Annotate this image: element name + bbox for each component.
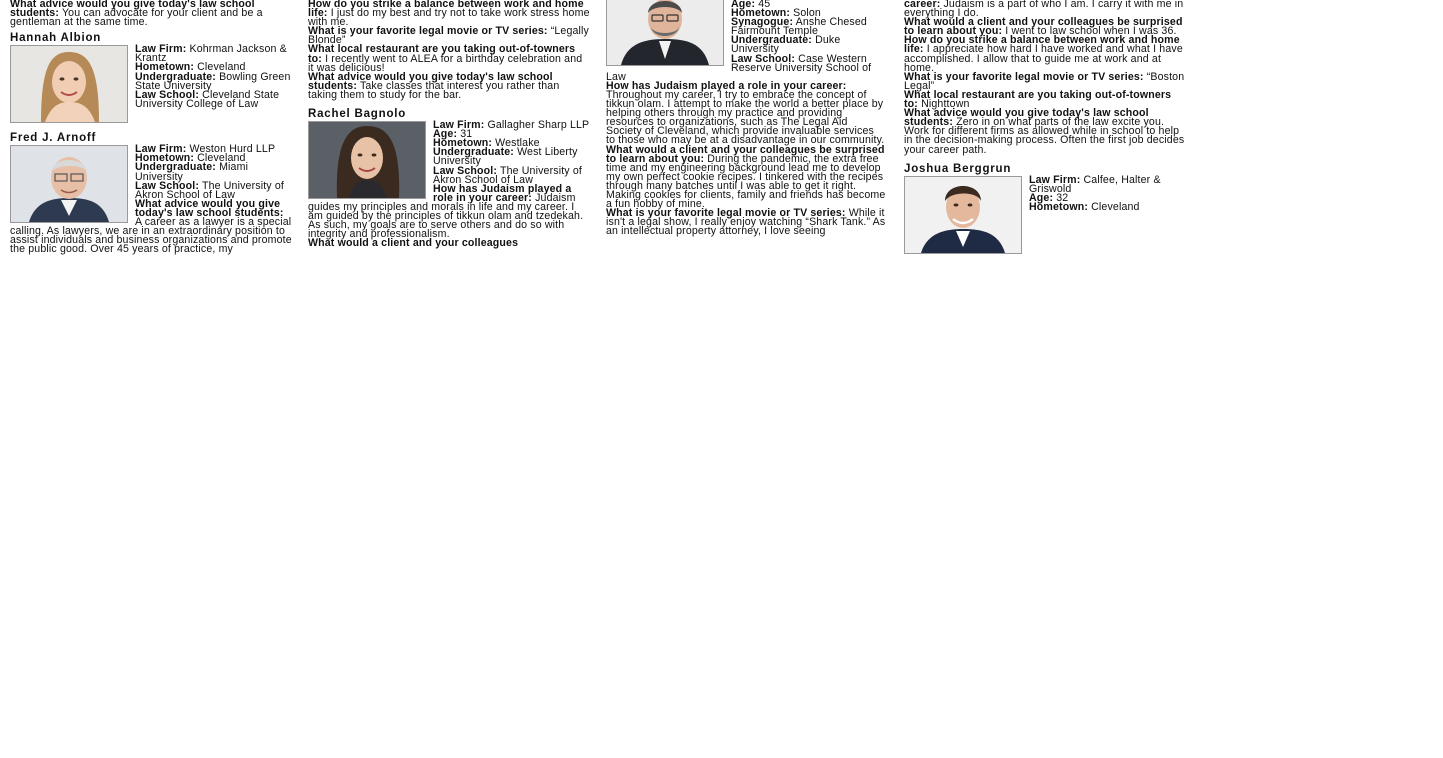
field-synagogue: Synagogue: Anshe Chesed Fairmount Temple bbox=[731, 16, 867, 38]
answer-text: I recently went to ALEA for a birthday celebration and it was delicious! bbox=[308, 52, 583, 74]
answer-text: I just do my best and try not to take work stress home with me. bbox=[308, 7, 590, 29]
question-label: How do you strike a balance between work and home life: bbox=[904, 34, 1180, 56]
person-name-joshua-berggrun: Joshua Berggrun bbox=[904, 162, 1012, 175]
field-undergraduate: Undergraduate: West Liberty University bbox=[433, 146, 578, 168]
field-hometown: Hometown: Cleveland bbox=[135, 61, 246, 74]
field-law-firm: Law Firm: Calfee, Halter & Griswold bbox=[1029, 173, 1161, 195]
qa-block bbox=[308, 45, 590, 72]
question-label: What is your favorite legal movie or TV series: bbox=[308, 25, 548, 38]
field-hometown: Hometown: Westlake bbox=[433, 137, 540, 150]
question-label: What advice would you give today's law school students: bbox=[10, 0, 255, 20]
portrait-photo-rachel-bagnolo bbox=[308, 121, 426, 199]
answer-text: I appreciate how hard I have worked and what I have accomplished. I allow that to guide me at work and at home. bbox=[904, 43, 1183, 74]
question-label: What would a client and your colleagues be surprised to learn about you: bbox=[606, 143, 885, 165]
column-3 bbox=[606, 0, 886, 286]
column-2 bbox=[308, 0, 590, 286]
portrait-photo bbox=[606, 0, 724, 66]
field-law-school: Law School: Cleveland State University College of Law bbox=[135, 88, 280, 110]
question-label: What advice would you give today's law school students: bbox=[904, 107, 1149, 129]
field-law-firm: Law Firm: Kohrman Jackson & Krantz bbox=[135, 43, 287, 65]
portrait-photo-fred-arnoff bbox=[10, 145, 128, 223]
qa-block bbox=[904, 36, 1188, 72]
qa-block bbox=[904, 109, 1188, 154]
question-label: What local restaurant are you taking out-of-towners to: bbox=[308, 43, 576, 65]
column-4 bbox=[904, 0, 1188, 286]
person-name-fred-arnoff: Fred J. Arnoff bbox=[10, 132, 97, 145]
field-hometown: Hometown: Cleveland bbox=[1029, 200, 1140, 213]
field-undergraduate: Undergraduate: Miami University bbox=[135, 161, 249, 183]
question-label: What advice would you give today's law school students: bbox=[135, 197, 284, 219]
answer-text: Zero in on what parts of the law excite you. Work for different firms as allowed while in school to help in the decision-making process. Often the first job decides your career path. bbox=[904, 116, 1185, 156]
question-label: What local restaurant are you taking out-of-towners to: bbox=[904, 88, 1172, 111]
question-label: What advice would you give today's law school students: bbox=[308, 70, 553, 92]
answer-text: A career as a lawyer is a special calling. As lawyers, we are in an extraordinary position to assist individuals and business organizations and promote the public good. Over 45 years of practice, my bbox=[10, 216, 292, 256]
qa-block bbox=[308, 70, 590, 101]
portrait-photo-hannah-albion bbox=[10, 45, 128, 123]
qa-block bbox=[606, 79, 886, 147]
question-label: What would a client and your colleagues be surprised to learn about you: bbox=[904, 16, 1183, 38]
field-hometown: Hometown: Solon bbox=[731, 7, 821, 20]
field-hometown: Hometown: Cleveland bbox=[135, 152, 246, 165]
answer-text: Throughout my career, I try to embrace the concept of tikkun olam. I attempt to make the world a better place by helping others through my practice and providing resources to organizations, such as The Legal Aid Society of Cleveland, which provide invaluable services to those who may be at a disadvantage in our community. bbox=[606, 88, 885, 147]
question-label: What is your favorite legal movie or TV series: bbox=[606, 207, 846, 220]
answer-text: Nighttown bbox=[921, 98, 970, 111]
field-undergraduate: Undergraduate: Duke University bbox=[731, 34, 841, 56]
answer-text: During the pandemic, the extra free time and my engineering background lead me to develop my own perfect cookie recipes. I tinkered with the recipes through many batches until I was able to get it right. Making cookies for clients, family and friends has become a fun hobby of mine. bbox=[606, 152, 886, 211]
answer-text: I went to law school when I was 36. bbox=[1005, 25, 1177, 38]
person-name-hannah-albion: Hannah Albion bbox=[10, 32, 102, 45]
column-1 bbox=[10, 0, 292, 286]
answer-text: Judaism guides my principles and morals in life and my career. I am guided by the principles of tikkun olam and tzedekah. As such, my goals are to serve others and do so with integrity and professionalism. bbox=[308, 191, 584, 241]
question-label: How has Judaism played a role in your career: bbox=[433, 182, 572, 204]
field-undergraduate: Undergraduate: Bowling Green State University bbox=[135, 70, 291, 92]
answer-text: Take classes that interest you rather than taking them to study for the bar. bbox=[308, 79, 560, 101]
field-law-firm: Law Firm: Weston Hurd LLP bbox=[135, 143, 276, 156]
question-label: How do you strike a balance between work and home life: bbox=[308, 0, 584, 20]
field-law-firm: Law Firm: Gallagher Sharp LLP bbox=[433, 119, 590, 132]
qa-block bbox=[606, 143, 886, 211]
question-label: How has Judaism played a role in your career: bbox=[606, 79, 847, 92]
answer-text: “Legally Blonde” bbox=[308, 25, 590, 47]
field-law-school: Law School: The University of Akron School of Law bbox=[135, 179, 284, 201]
field-law-school: Law School: Case Western Reserve University School of Law bbox=[606, 52, 872, 83]
answer-text: You can advocate for your client and be a gentleman at the same time. bbox=[10, 7, 263, 29]
answer-text: “Boston Legal” bbox=[904, 70, 1185, 92]
field-age: Age: 32 bbox=[1029, 191, 1069, 204]
answer-text: While it isn't a legal show, I really enjoy watching “Shark Tank.” As an intellectual property attorney, I love seeing bbox=[606, 207, 886, 238]
question-label: career: bbox=[904, 0, 941, 10]
field-age: Age: 31 bbox=[433, 128, 473, 141]
field-law-school: Law School: The University of Akron School of Law bbox=[433, 164, 582, 186]
question-label: What would a client and your colleagues bbox=[308, 237, 519, 250]
field-age: Age: 45 bbox=[731, 0, 771, 10]
answer-text: Judaism is a part of who I am. I carry it with me in everything I do. bbox=[904, 0, 1184, 20]
question-label: What is your favorite legal movie or TV series: bbox=[904, 70, 1144, 83]
qa-block bbox=[308, 0, 590, 27]
qa-block bbox=[606, 209, 886, 236]
portrait-photo-joshua-berggrun bbox=[904, 176, 1022, 254]
qa-block bbox=[308, 239, 590, 248]
person-name-rachel-bagnolo: Rachel Bagnolo bbox=[308, 108, 407, 121]
qa-block bbox=[10, 0, 292, 27]
